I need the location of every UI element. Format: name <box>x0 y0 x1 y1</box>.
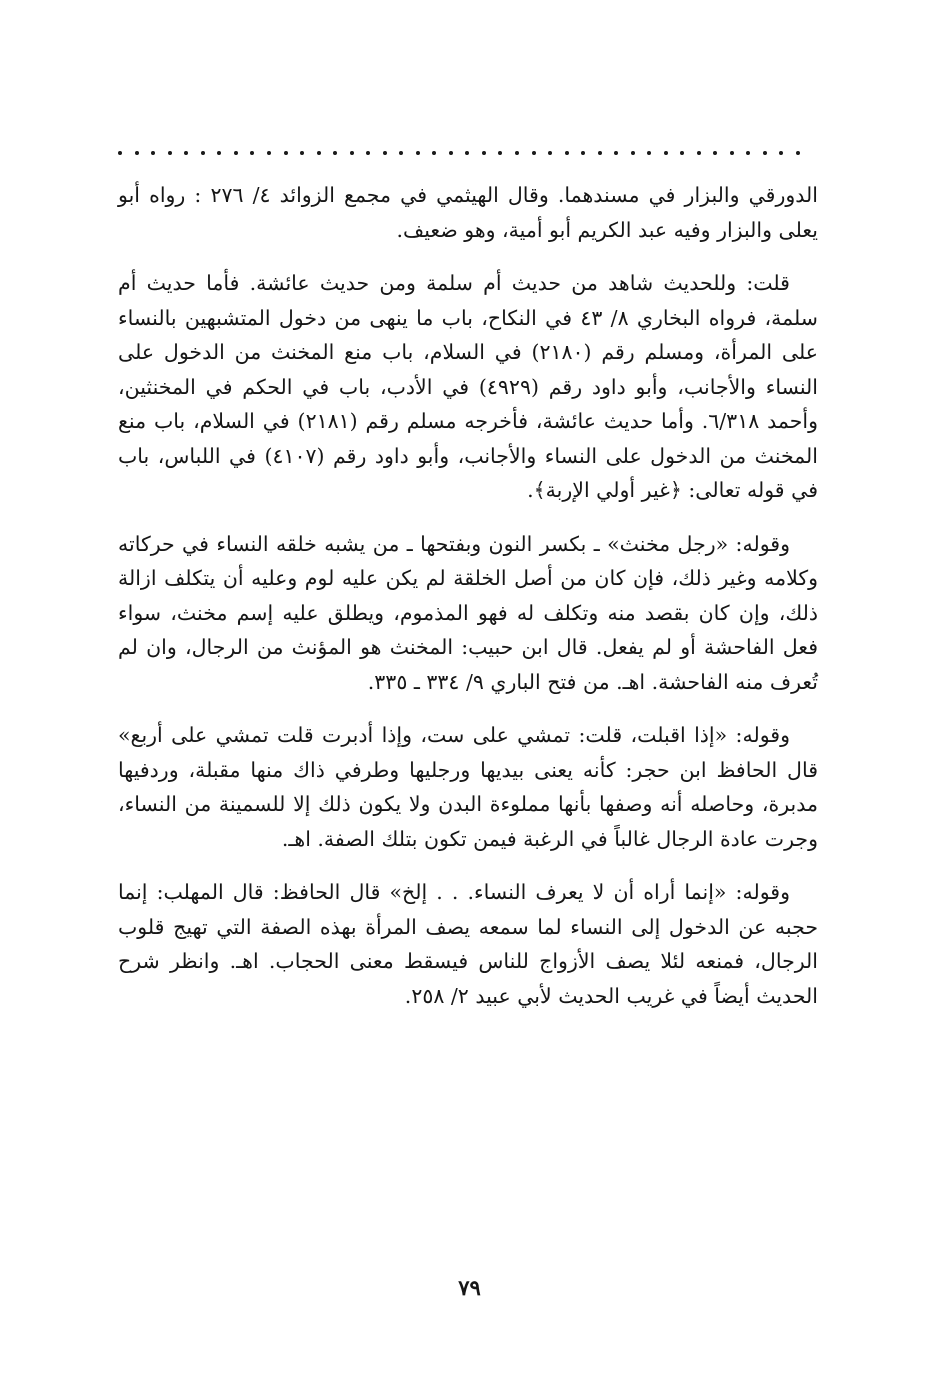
separator-dot <box>333 151 337 155</box>
footnote-separator <box>118 143 800 163</box>
separator-dot <box>779 151 783 155</box>
separator-dot <box>598 151 602 155</box>
separator-dot <box>548 151 552 155</box>
footnote-paragraph-5: وقوله: «إنما أراه أن لا يعرف النساء. . . إلخ» قال الحافظ: قال المهلب: إنما حجبه عن الدخول إلى النساء لما سمعه يصف المرأة بهذه الصفة التي تهيج قلوب الرجال، فمنعه لئلا يصف الأزواج للناس فيسقط معنى الحجاب. اهـ. وانظر شرح الحديث أيضاً في غريب الحديث لأبي عبيد ٢/ ٢٥٨. <box>118 880 818 1008</box>
separator-dot <box>118 151 122 155</box>
separator-dot <box>350 151 354 155</box>
separator-dot <box>614 151 618 155</box>
separator-dot <box>713 151 717 155</box>
separator-dot <box>250 151 254 155</box>
separator-dot <box>135 151 139 155</box>
separator-dot <box>532 151 536 155</box>
separator-dot <box>168 151 172 155</box>
separator-dot <box>317 151 321 155</box>
separator-dot <box>664 151 668 155</box>
footnote-paragraph-4: وقوله: «إذا اقبلت، قلت: تمشي على ست، وإذا أدبرت قلت تمشي على أربع» قال الحافظ ابن حجر: كأنه يعنى بيديها ورجليها وطرفي ذاك منها مقبلة، وردفيها مدبرة، وحاصله أنه وصفها بأنها مملوءة البدن ولا يكون ذلك إلا للسمينة من النساء، وجرت عادة الرجال غالباً في الرغبة فيمن تكون بتلك الصفة. اهـ. <box>118 723 818 851</box>
separator-dot <box>746 151 750 155</box>
footnote-paragraph-2: قلت: وللحديث شاهد من حديث أم سلمة ومن حديث عائشة. فأما حديث أم سلمة، فرواه البخاري ٨/ ٤٣ في النكاح، باب ما ينهى من دخول المتشبهين بالنساء على المرأة، ومسلم رقم (٢١٨٠) في السلام، باب منع المخنث من الدخول على النساء والأجانب، وأبو داود رقم (٤٩٢٩) في الأدب، باب في الحكم في المخنثين، وأحمد ٦/٣١٨. وأما حديث عائشة، فأخرجه مسلم رقم (٢١٨١) في السلام، باب منع المخنث من الدخول على النساء والأجانب، وأبو داود رقم (٤١٠٧) في اللباس، باب في قوله تعالى: ﴿غير أولي الإربة﴾. <box>118 271 819 502</box>
separator-dot <box>399 151 403 155</box>
separator-dot <box>184 151 188 155</box>
footnote-text <box>118 178 818 1032</box>
separator-dot <box>763 151 767 155</box>
separator-dot <box>465 151 469 155</box>
separator-dot <box>482 151 486 155</box>
separator-dot <box>515 151 519 155</box>
separator-dot <box>366 151 370 155</box>
separator-dot <box>201 151 205 155</box>
separator-dot <box>416 151 420 155</box>
separator-dot <box>631 151 635 155</box>
page-number: ٧٩ <box>458 1275 481 1300</box>
separator-dot <box>498 151 502 155</box>
separator-dot <box>730 151 734 155</box>
separator-dot <box>697 151 701 155</box>
separator-dot <box>267 151 271 155</box>
separator-dot <box>432 151 436 155</box>
footnote-paragraph-1: الدورقي والبزار في مسندهما. وقال الهيثمي في مجمع الزوائد ٤/ ٢٧٦ : رواه أبو يعلى والبزار وفيه عبد الكريم أبو أمية، وهو ضعيف. <box>118 183 818 242</box>
separator-dot <box>565 151 569 155</box>
separator-dot <box>383 151 387 155</box>
separator-dot <box>449 151 453 155</box>
footnote-paragraph-3: وقوله: «رجل مخنث» ـ بكسر النون وبفتحها ـ من يشبه خلقه النساء في حركاته وكلامه وغير ذلك، فإن كان من أصل الخلقة لم يكن عليه لوم وعليه أن يتكلف ازالة ذلك، وإن كان بقصد منه وتكلف له فهو المذموم، ويطلق عليه إسم مخنث، سواء فعل الفاحشة أو لم يفعل. قال ابن حبيب: المخنث هو المؤنث من الرجال، وان لم تُعرف منه الفاحشة. اهـ. من فتح الباري ٩/ ٣٣٤ ـ ٣٣٥. <box>118 531 818 694</box>
separator-dot <box>647 151 651 155</box>
separator-dot <box>217 151 221 155</box>
separator-dot <box>234 151 238 155</box>
separator-dot <box>581 151 585 155</box>
separator-dot <box>151 151 155 155</box>
separator-dot <box>796 151 800 155</box>
separator-dot <box>284 151 288 155</box>
separator-dot <box>300 151 304 155</box>
separator-dot <box>680 151 684 155</box>
